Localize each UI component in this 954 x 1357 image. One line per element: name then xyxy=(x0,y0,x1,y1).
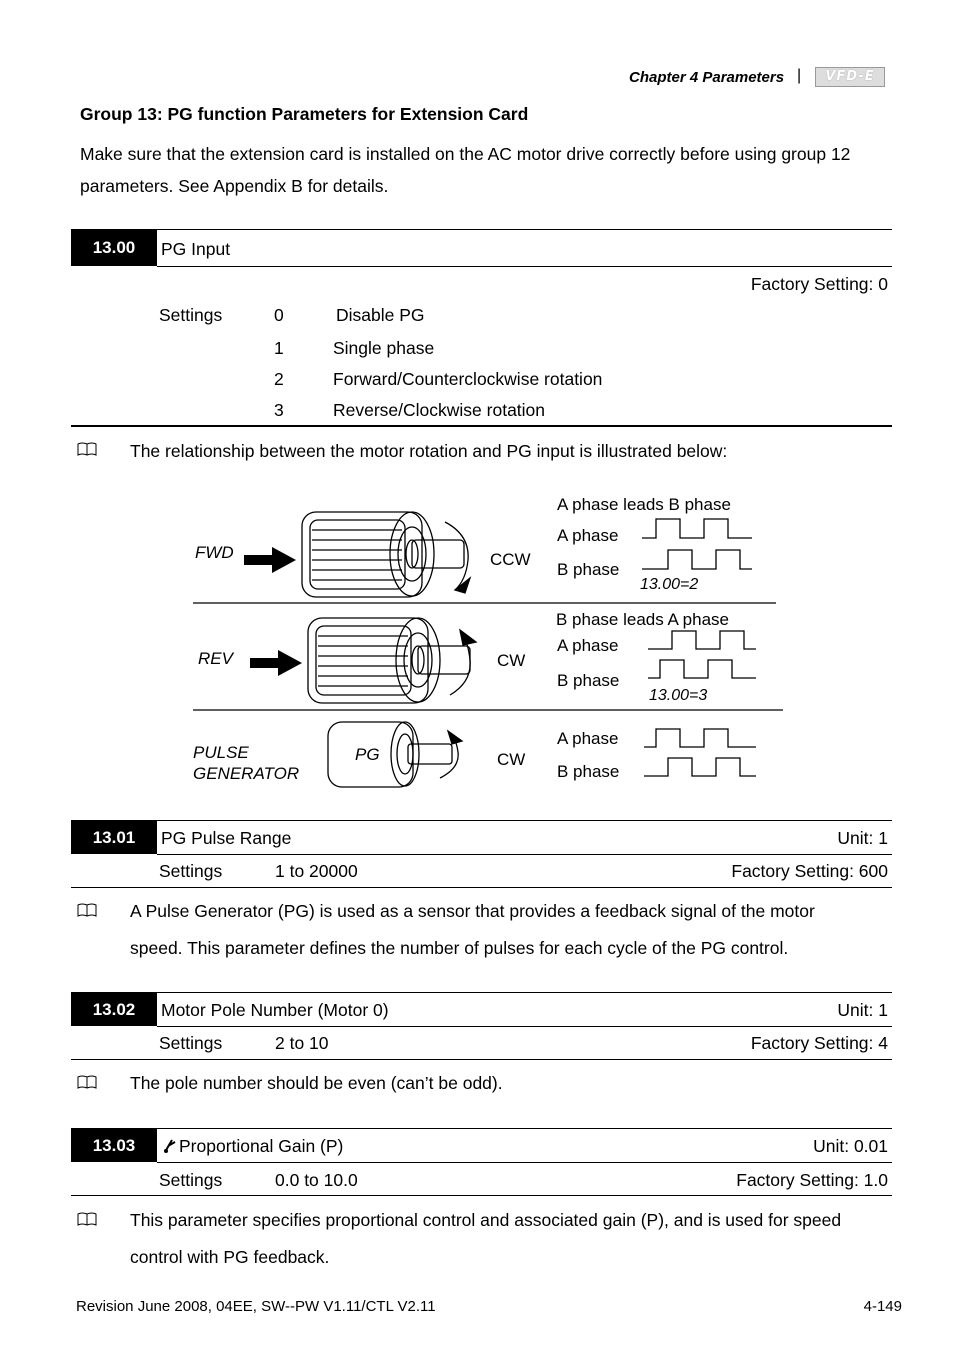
b-phase-label: B phase xyxy=(557,560,620,579)
settings-label-1302: Settings xyxy=(159,1033,223,1053)
param-rule xyxy=(157,854,892,855)
note-1303-line1: This parameter specifies proportional control and associated gain (P), and is used for speed xyxy=(130,1210,842,1230)
settings-label-1301: Settings xyxy=(159,861,223,881)
range-1302: 2 to 10 xyxy=(275,1033,329,1053)
rev-label: REV xyxy=(198,649,233,668)
note-1302: The pole number should be even (can’t be odd). xyxy=(130,1073,503,1093)
param-code-1302: 13.02 xyxy=(71,993,157,1026)
param-code-1301: 13.01 xyxy=(71,821,157,854)
param-bottom-rule xyxy=(71,1195,892,1196)
fwd-label: FWD xyxy=(195,543,234,562)
open-book-icon xyxy=(77,902,97,922)
motor-icon xyxy=(308,618,470,703)
open-book-icon xyxy=(77,441,97,461)
pg-label: PG xyxy=(355,745,380,764)
param-top-rule xyxy=(71,229,892,230)
option-value: 2 xyxy=(274,369,284,389)
phase-lead-title: A phase leads B phase xyxy=(557,495,731,514)
chapter-header: Chapter 4 Parameters xyxy=(629,69,785,86)
param-top-rule xyxy=(71,820,892,821)
motor-icon xyxy=(302,512,468,597)
param-name-1300: PG Input xyxy=(161,239,231,259)
note-1301-line1: A Pulse Generator (PG) is used as a sensor that provides a feedback signal of the motor xyxy=(130,901,815,921)
param-name-1302: Motor Pole Number (Motor 0) xyxy=(161,1000,389,1020)
range-1301: 1 to 20000 xyxy=(275,861,358,881)
param-top-rule xyxy=(71,1128,892,1129)
intro-line-2: parameters. See Appendix B for details. xyxy=(80,176,389,196)
param-rule xyxy=(157,1162,892,1163)
changeable-symbol-icon xyxy=(162,1137,178,1160)
ccw-label: CCW xyxy=(490,550,531,569)
unit-1301: Unit: 1 xyxy=(837,828,888,848)
pulse-label: PULSE xyxy=(193,743,249,762)
option-desc: Single phase xyxy=(333,338,435,358)
page-number: 4-149 xyxy=(863,1298,902,1315)
factory-setting-1302: Factory Setting: 4 xyxy=(750,1033,888,1053)
param-name-1303: Proportional Gain (P) xyxy=(179,1136,344,1156)
cw-label: CW xyxy=(497,750,526,769)
param-name-1301: PG Pulse Range xyxy=(161,828,292,848)
option-value: 3 xyxy=(274,400,284,420)
param-code-1303: 13.03 xyxy=(71,1129,157,1162)
generator-label: GENERATOR xyxy=(193,764,300,783)
param-rule xyxy=(157,1026,892,1027)
b-phase-label: B phase xyxy=(557,762,620,781)
option-value: 1 xyxy=(274,338,284,358)
setting-label: 13.00=2 xyxy=(640,576,699,593)
open-book-icon xyxy=(77,1211,97,1231)
cw-label: CW xyxy=(497,651,526,670)
option-desc: Disable PG xyxy=(336,305,425,325)
range-1303: 0.0 to 10.0 xyxy=(275,1170,358,1190)
brand-logo: VFD-E xyxy=(815,67,885,87)
a-phase-label: A phase xyxy=(557,729,619,748)
settings-label-1300: Settings xyxy=(159,305,223,325)
group-title: Group 13: PG function Parameters for Extension Card xyxy=(80,104,529,124)
a-phase-label: A phase xyxy=(557,636,619,655)
pulse-generator-icon xyxy=(328,722,458,787)
option-value: 0 xyxy=(274,305,284,325)
option-desc: Reverse/Clockwise rotation xyxy=(333,400,546,420)
setting-label: 13.00=3 xyxy=(649,687,708,704)
option-desc: Forward/Counterclockwise rotation xyxy=(333,369,603,389)
factory-setting-1301: Factory Setting: 600 xyxy=(731,861,888,881)
phase-lead-title: B phase leads A phase xyxy=(556,610,729,629)
param-top-rule xyxy=(71,992,892,993)
param-bottom-rule xyxy=(71,887,892,888)
note-1301-line2: speed. This parameter defines the number of pulses for each cycle of the PG control. xyxy=(130,938,789,958)
a-phase-label: A phase xyxy=(557,526,619,545)
unit-1302: Unit: 1 xyxy=(837,1000,888,1020)
note-1300: The relationship between the motor rotation and PG input is illustrated below: xyxy=(130,441,728,461)
factory-setting-1300: Factory Setting: 0 xyxy=(750,274,888,294)
param-code-1300: 13.00 xyxy=(71,230,157,266)
param-bottom-rule xyxy=(71,1059,892,1060)
param-bottom-rule xyxy=(71,425,892,427)
pg-rotation-diagram xyxy=(185,488,795,793)
factory-setting-1303: Factory Setting: 1.0 xyxy=(736,1170,888,1190)
settings-label-1303: Settings xyxy=(159,1170,223,1190)
b-phase-label: B phase xyxy=(557,671,620,690)
unit-1303: Unit: 0.01 xyxy=(813,1136,888,1156)
param-rule xyxy=(157,266,892,267)
intro-line-1: Make sure that the extension card is installed on the AC motor drive correctly before using group 12 xyxy=(80,144,851,164)
footer-revision: Revision June 2008, 04EE, SW--PW V1.11/CTL V2.11 xyxy=(76,1298,436,1315)
open-book-icon xyxy=(77,1074,97,1094)
header-separator: | xyxy=(797,67,802,84)
note-1303-line2: control with PG feedback. xyxy=(130,1247,330,1267)
arrow-icon xyxy=(244,547,302,676)
